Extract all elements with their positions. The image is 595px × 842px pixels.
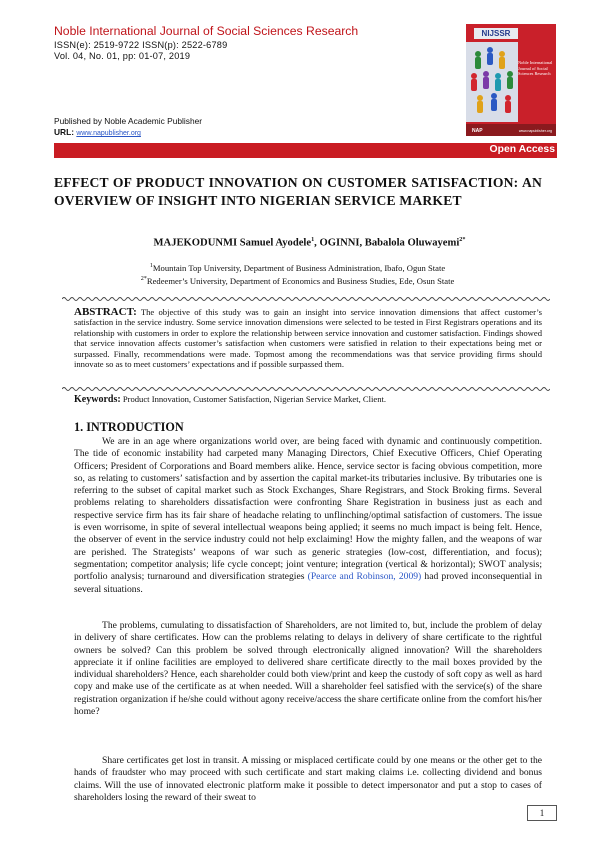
- affiliation-2-text: Redeemer’s University, Department of Economics and Business Studies, Ede, Osun State: [146, 275, 455, 286]
- affiliation-1: [0, 262, 595, 273]
- affiliation-1-sup: 1: [149, 262, 153, 269]
- intro-paragraph-3: [74, 755, 542, 804]
- author-1: MAJEKODUNMI Samuel Ayodele: [153, 237, 312, 249]
- cover-url: www.napublisher.org: [518, 129, 552, 133]
- intro-p1-text-b: had proved inconsequential in several situations.: [74, 571, 542, 595]
- issn-line: ISSN(e): 2519-9722 ISSN(p): 2522-6789: [54, 40, 228, 50]
- affiliation-2: [0, 275, 595, 286]
- intro-p2-text: The problems, cumulating to dissatisfaction of Shareholders, are not limited to, but, include the problem of delay in delivery of share certificates. How can the problems relating to delays in delivery of share certificate to the rightful owners be solved? Can this problem be solved through electronically aligned innovation? Will the shareholders appreciate it if online facilities are employed to delivered share certificate directly to the mail boxes provided by the individual shareholders? Hence, each shareholder could both view/print and keep the custody of soft copy as well as hard copy and make use of the certificate as at when needed. Will a shareholder feel satisfied with the service(s) of the share registration organization if he/she could without agony receive/access the share certificate online from the comfort his/her home?: [74, 620, 542, 718]
- author-2-sup: 2*: [459, 236, 466, 243]
- url-label: URL:: [54, 127, 75, 137]
- keywords-text: Product Innovation, Customer Satisfaction, Nigerian Service Market, Client.: [120, 394, 387, 404]
- author-1-sup: 1: [311, 236, 315, 243]
- cover-badge: NIJSSR: [474, 28, 518, 39]
- open-access-label: Open Access: [489, 144, 555, 155]
- publisher-url-link[interactable]: www.napublisher.org: [76, 130, 141, 137]
- author-line: [0, 236, 595, 249]
- volume-line: Vol. 04, No. 01, pp: 01-07, 2019: [54, 51, 191, 61]
- publisher-line: Published by Noble Academic Publisher: [54, 116, 203, 126]
- abstract-label: ABSTRACT:: [74, 306, 137, 318]
- citation-link[interactable]: (Pearce and Robinson, 2009): [307, 571, 422, 583]
- wavy-divider-top: [62, 296, 550, 302]
- author-separator: ,: [314, 237, 320, 249]
- affiliation-1-text: Mountain Top University, Department of Business Administration, Ibafo, Ogun State: [152, 262, 446, 273]
- intro-p3-text: Share certificates get lost in transit. A missing or misplaced certificate could by one means or the other get to the hands of fraudster who may proceed with such certificate and start making claims i.e. collecting dividend and bonus claims. Will the use of innovated electronic platform make it possible to detect impersonator and put a stop to cases of shareholders losing the reward of their sweat to: [74, 755, 542, 803]
- intro-p1-text-a: We are in an age where organizations world over, are being faced with dynamic and continuously competition. The tide of economic instability had carpeted many Managing Directors, Chief Executive Officers, Chief Operating Officers; President of Corporations and Board members alike. Hence, service sector is facing obvious competition, more so, as relating to customers’ satisfaction and by assertion the capital market-its tributaries inclusive. By tributaries one is referring to the subset of capital market such as Stock Exchanges, Share Registrars, and Stock Broking firms. Several problems relating to shareholders dissatisfaction were confronting Share Registration in business just as each and respective service firm has its fair share of headache relating to unflinching/optimal satisfaction of customers. The issue is even worrisome, in spite of several intellectual weapons being applied; it seems no much impact is being felt. Hence, the observer of event in the service industry could not help exclaiming! How the mighty fallen, and the weapons of war are perished. The Strategists’ weapons of war such as generic strategies (low-cost, differentiation, and focus); segmentation; competitor analysis; life cycle concept; joint venture; integration (vertical & horizontal); SWOT analysis; portfolio analysis; turnaround and diversification strategies: [74, 436, 542, 583]
- journal-title: Noble International Journal of Social Sciences Research: [54, 24, 359, 38]
- journal-cover: [466, 24, 556, 136]
- abstract: [74, 307, 542, 369]
- abstract-text: The objective of this study was to gain an insight into service innovation dimensions that affect customer’s satisfaction in the service industry. Some service innovation dimensions were selected to be tested in First Registrars operations and its relationship with customers in order to explore the relationship between service innovation and customer satisfaction. Findings showed that service innovation affects customer’s satisfaction when customers were satisfied in relation to their expectations being met or surpassed. Finally, recommendations were made. Topmost among the recommendations was that service providing firms should innovate so as to meet customers’ expectations and if possible surpassed them.: [74, 307, 542, 370]
- wavy-divider-bottom: [62, 386, 550, 392]
- open-access-bar: [54, 143, 557, 158]
- intro-paragraph-1: [74, 436, 542, 596]
- paper-title: EFFECT OF PRODUCT INNOVATION ON CUSTOMER SATISFACTION: AN OVERVIEW OF INSIGHT INTO NIGERIAN SERVICE MARKET: [54, 175, 542, 208]
- affiliation-2-sup: 2*: [140, 275, 147, 282]
- intro-paragraph-2: [74, 620, 542, 718]
- author-2: OGINNI, Babalola Oluwayemi: [319, 237, 460, 249]
- cover-figures-art: [466, 24, 556, 136]
- section-heading-introduction: 1. INTRODUCTION: [74, 420, 184, 434]
- cover-journal-name: Noble International Journal of Social Sciences Research: [518, 60, 553, 77]
- cover-publisher-logo: NAP: [472, 128, 483, 134]
- keywords: [74, 394, 542, 405]
- page-number: 1: [527, 805, 557, 821]
- keywords-label: Keywords:: [74, 394, 121, 405]
- url-line: [54, 127, 141, 137]
